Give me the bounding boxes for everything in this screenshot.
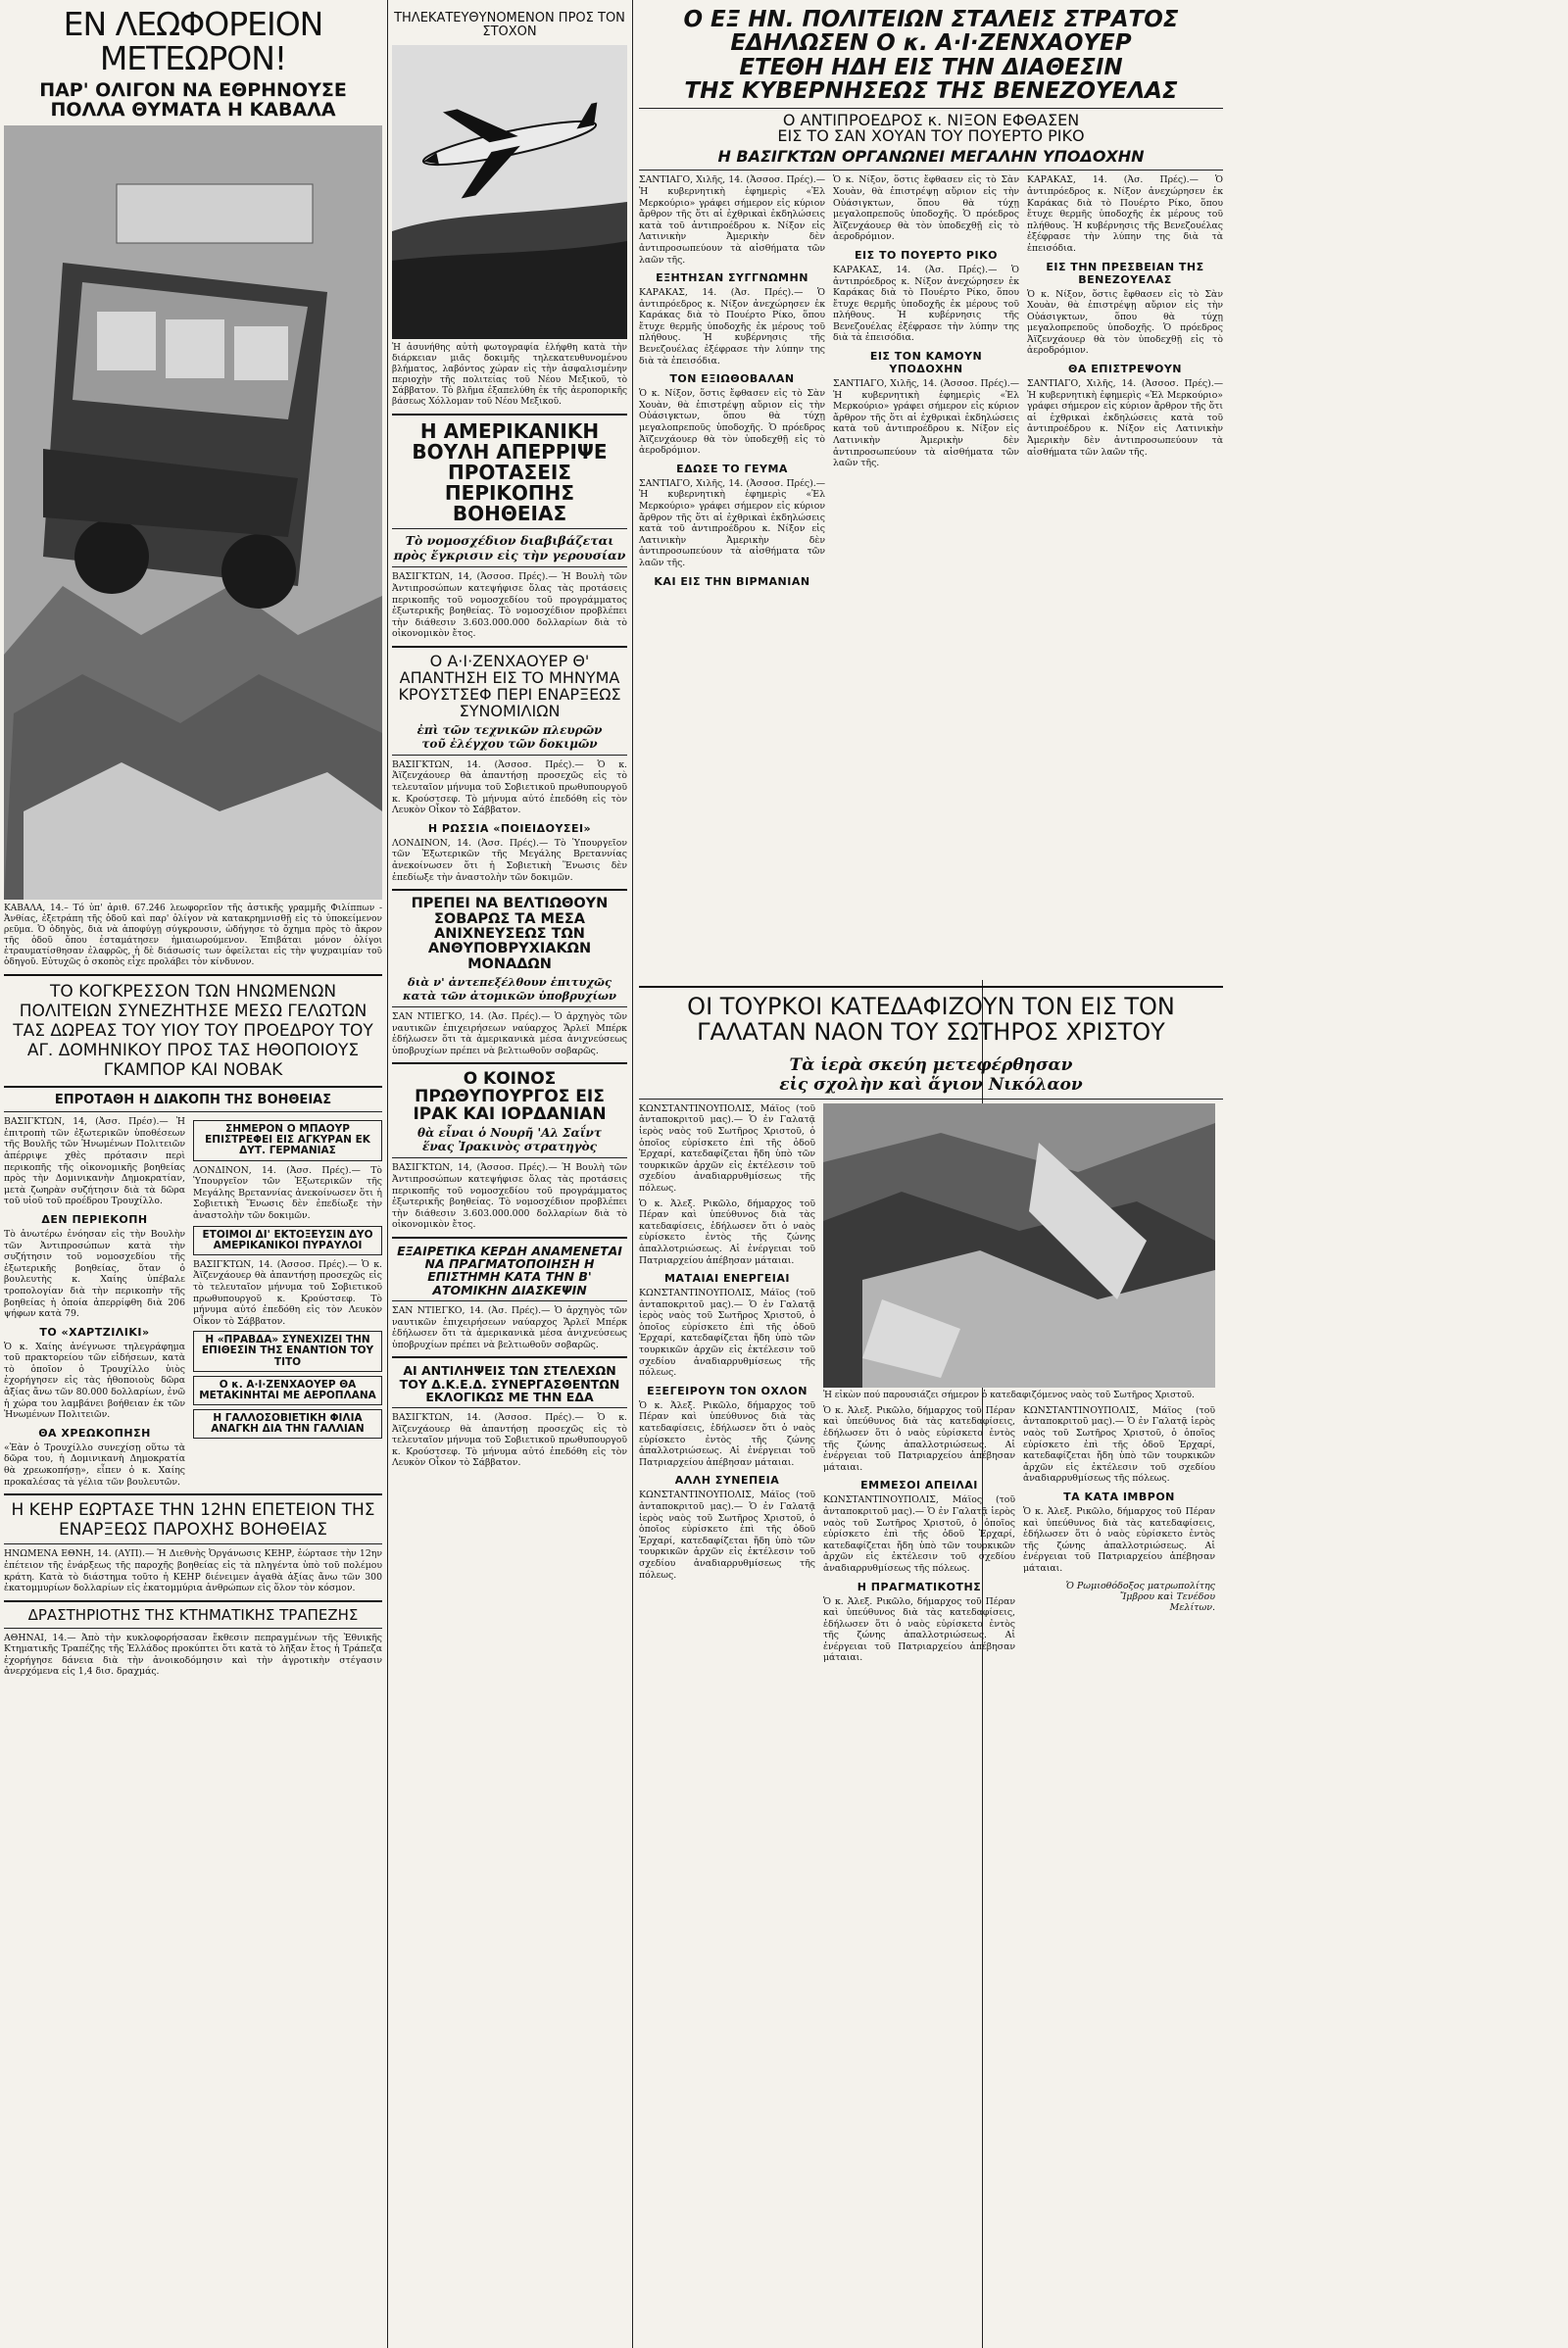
church-text-8: Ὁ κ. Ἀλεξ. Ρικῶλο, δήμαρχος τοῦ Πέραν καὶ ὑπεύθυνος διὰ τὰς κατεδαφίσεις, ἐδήλωσεν ὅτι ὁ ναὸς εὑρίσκετο ἐντὸς τῆς ζώνης ἀπαλλοτριώσεως. Αἱ ἐνέργειαι τοῦ Πατριαρχείου ἀπέβησαν μάταιαι. (823, 1595, 1015, 1664)
antisub-sub-2: κατὰ τῶν ἀτομικῶν ὑποβρυχίων (403, 988, 616, 1003)
turks-church-sub-2: εἰς σχολὴν καὶ ἅγιον Νικόλαον (779, 1074, 1083, 1095)
nixon-text-8: ΚΑΡΑΚΑΣ, 14. (Ἀσ. Πρές).— Ὁ ἀντιπρόεδρος κ. Νίξον ἀνεχώρησεν ἐκ Καράκας διὰ τὸ Πουέρτο Ρίκο, ὅπου ἔτυχε θερμῆς ὑποδοχῆς ἐκ μέρους τοῦ πλήθους. Ἡ κυβέρνησις τῆς Βενεζουέλας ἐξέφρασε τὴν λύπην της διὰ τὰ ἐπεισόδια. (1027, 174, 1223, 254)
subhead-nixon-2: ΕΙΣ ΤΟ ΣΑΝ ΧΟΥΑΝ ΤΟΥ ΠΟΥΕΡΤΟ ΡΙΚΟ (777, 126, 1085, 146)
section-bankrupt: ΘΑ ΧΡΕΩΚΟΠΗΣΗ (38, 1426, 151, 1440)
box-eisenhower-planes: Ο κ. Α·Ι·ΖΕΝΧΑΟΥΕΡ ΘΑ ΜΕΤΑΚΙΝΗΤΑΙ ΜΕ ΑΕΡΟΠΛΑΝΑ (199, 1378, 376, 1401)
common-pm-sub-1: θὰ εἶναι ὁ Νουρῆ 'Αλ Σαΐντ (417, 1126, 602, 1141)
congress-text-3: Ὁ κ. Χαίης ἀνέγνωσε τηλεγράφημα τοῦ πρακτορείου τῶν εἰδήσεων, κατὰ τὸ ὁποῖον ὁ Τρουχίλλο ὑιὸς ἐχορήγησεν εἰς τὰς ἠθοποιοὺς δῶρα ἀξίας ἄνω τῶν 80.000 δολλαρίων, ἐνῶ ἡ χώρα του λαμβάνει βοήθειαν ἐκ τῶν Ἡνωμένων Πολιτειῶν. (4, 1341, 185, 1421)
church-text-5: ΚΩΝΣΤΑΝΤΙΝΟΥΠΟΛΙΣ, Μάϊος (τοῦ ἀνταποκριτοῦ μας).— Ὁ ἐν Γαλατᾷ ἱερὸς ναὸς τοῦ Σωτῆρος Χριστοῦ, ὁ ὁποῖος εὑρίσκετο ἐπὶ τῆς ὁδοῦ Ἑρχαρί, κατεδαφίζεται ἤδη ὑπὸ τῶν τουρκικῶν ἀρχῶν εἰς ἐκτέλεσιν τοῦ σχεδίου ἀναδιαρρυθμίσεως τῆς πόλεως. (639, 1490, 815, 1581)
section-expelled: ΤΟΝ ΕΞΙΩΘΟΒΑΛΑΝ (669, 372, 795, 386)
signature-line-3: Μελίτων. (1169, 1601, 1215, 1613)
section-mob: ΕΞΕΓΕΙΡΟΥΝ ΤΟΝ ΟΧΛΟΝ (647, 1384, 808, 1397)
eisenhower-reply-sub-1: ἐπὶ τῶν τεχνικῶν πλευρῶν (416, 722, 603, 737)
church-text-2: Ὁ κ. Ἀλεξ. Ρικῶλο, δήμαρχος τοῦ Πέραν καὶ ὑπεύθυνος διὰ τὰς κατεδαφίσεις, ἐδήλωσεν ὅτι ὁ ναὸς εὑρίσκετο ἐντὸς τῆς ζώνης ἀπαλλοτριώσεως. Αἱ ἐνέργειαι τοῦ Πατριαρχείου ἀπέβησαν μάταιαι. (639, 1198, 815, 1266)
missile-caption: Ἡ ἀσυνήθης αὐτὴ φωτογραφία ἐλήφθη κατὰ τὴν διάρκειαν μιᾶς δοκιμῆς τηλεκατευθυνομένου βλήματος, λαβόντος χώραν εἰς τὴν ἀσφαλισμένην περιοχὴν τῆς πολιτείας τοῦ Νέου Μεξικοῦ, τὸ Σάββατον. Τὸ βλῆμα ἐξαπελύθη ἐκ τῆς ἀεροπορικῆς βάσεως Χόλλομαν τοῦ Νέου Μεξικοῦ. (392, 342, 627, 407)
subhead-washington: Η ΒΑΣΙΓΚΤΩΝ ΟΡΓΑΝΩΝΕΙ ΜΕΓΑΛΗΝ ΥΠΟΔΟΧΗΝ (717, 147, 1145, 167)
eisenhower-reply-text: ΒΑΣΙΓΚΤΩΝ, 14. (Ἀσσοσ. Πρές).— Ὁ κ. Ἀϊζενχάουερ θὰ ἀπαντήσῃ προσεχῶς εἰς τὸ τελευταῖον μήνυμα τοῦ Σοβιετικοῦ πρωθυπουργοῦ κ. Κρούστσεφ. Τὸ μήνυμα αὐτό ἐπεδόθη εἰς τὸν Λευκὸν Οἶκον τὸ Σάββατον. (392, 758, 627, 816)
col1b-text-2: ΒΑΣΙΓΚΤΩΝ, 14. (Ἀσσοσ. Πρές).— Ὁ κ. Ἀϊζενχάουερ θὰ ἀπαντήσῃ προσεχῶς εἰς τὸ τελευταῖον μήνυμα τοῦ Σοβιετικοῦ πρωθυπουργοῦ κ. Κρούστσεφ. Τὸ μήνυμα αὐτό ἐπεδόθη εἰς τὸν Λευκὸν Οἶκον τὸ Σάββατον. (193, 1258, 382, 1327)
nixon-text-1: ΣΑΝΤΙΑΓΟ, Χιλῆς, 14. (Ἀσσοσ. Πρές).— Ἡ κυβερνητικὴ ἐφημερὶς «Ἐλ Μερκούριο» γράφει σήμερον εἰς κύριον ἄρθρον τῆς ὅτι αἱ ἐχθρικαὶ ἐκδηλώσεις κατὰ τοῦ ἀντιπροέδρου κ. Νίξον εἰς Λατινικὴν Ἀμερικὴν δὲν ἀντιπροσωπεύουν τὰ αἰσθήματα τῶν λαῶν τῆς. (639, 174, 825, 266)
church-text-9: ΚΩΝΣΤΑΝΤΙΝΟΥΠΟΛΙΣ, Μάϊος (τοῦ ἀνταποκριτοῦ μας).— Ὁ ἐν Γαλατᾷ ἱερὸς ναὸς τοῦ Σωτῆρος Χριστοῦ, ὁ ὁποῖος εὑρίσκετο ἐπὶ τῆς ὁδοῦ Ἑρχαρί, κατεδαφίζεται ἤδη ὑπὸ τῶν τουρκικῶν ἀρχῶν εἰς ἐκτέλεσιν τοῦ σχεδίου ἀναδιαρρυθμίσεως τῆς πόλεως. (1023, 1404, 1215, 1485)
headline-troops-d: ΤΗΣ ΚΥΒΕΡΝΗΣΕΩΣ ΤΗΣ ΒΕΝΕΖΟΥΕΛΑΣ (684, 78, 1178, 105)
section-russia: Η ΡΩΣΣΙΑ «ΠΟΙΕΙΔΟΥΣΕΙ» (427, 821, 592, 835)
atomic-conference-text: ΣΑΝ ΝΤΙΕΓΚΟ, 14. (Ἀσ. Πρές).— Ὁ ἀρχηγὸς τῶν ναυτικῶν ἐπιχειρήσεων ναύαρχος Ἄρλεϊ Μπέρκ ἐδήλωσεν ὅτι τὰ ἀμερικανικὰ μέσα ἀνιχνεύσεως ὑποβρυχίων πρέπει νὰ βελτιωθοῦν σοβαρῶς. (392, 1304, 627, 1350)
nixon-text-3: Ὁ κ. Νίξον, ὅστις ἔφθασεν εἰς τὸ Σὰν Χουὰν, θὰ ἐπιστρέψῃ αὔριον εἰς τὴν Οὐάσιγκτων, ὅπου θὰ τύχῃ μεγαλοπρεποῦς ὑποδοχῆς. Ὁ πρόεδρος Ἀϊζενχάουερ θὰ τὸν ὑποδεχθῇ εἰς τὸ ἀεροδρόμιον. (639, 388, 825, 457)
section-pocket-money: ΤΟ «ΧΑΡΤΖΙΛΙΚΙ» (39, 1325, 150, 1339)
section-reception: ΕΙΣ ΤΟΝ ΚΑΜΟΥΝ ΥΠΟΔΟΧΗΝ (869, 350, 983, 376)
subhead-bus-2: ΠΟΛΛΑ ΘΥΜΑΤΑ Η ΚΑΒΑΛΑ (50, 99, 336, 122)
church-text-3: ΚΩΝΣΤΑΝΤΙΝΟΥΠΟΛΙΣ, Μάϊος (τοῦ ἀνταποκριτοῦ μας).— Ὁ ἐν Γαλατᾷ ἱερὸς ναὸς τοῦ Σωτῆρος Χριστοῦ, ὁ ὁποῖος εὑρίσκετο ἐπὶ τῆς ὁδοῦ Ἑρχαρί, κατεδαφίζεται ἤδη ὑπὸ τῶν τουρκικῶν ἀρχῶν εἰς ἐκτέλεσιν τοῦ σχεδίου ἀναδιαρρυθμίσεως τῆς πόλεως. (639, 1288, 815, 1379)
russia-text: ΛΟΝΔΙΝΟΝ, 14. (Ἀσσ. Πρές).— Τὸ Ὑπουργεῖον τῶν Ἐξωτερικῶν τῆς Μεγάλης Βρεταννίας ἀνεκοίνωσεν ὅτι ἡ Σοβιετικὴ Ἕνωσις δὲν ἐπεδίωξε τὴν ἀναστολὴν τῶν δοκιμῶν. (392, 837, 627, 883)
house-aid-sub-1: Τὸ νομοσχέδιον διαβιβάζεται (405, 533, 614, 549)
column-right (639, 0, 1564, 591)
column-rule-2 (632, 0, 633, 2348)
nixon-text-9: Ὁ κ. Νίξον, ὅστις ἔφθασεν εἰς τὸ Σὰν Χουὰν, θὰ ἐπιστρέψῃ αὔριον εἰς τὴν Οὐάσιγκτων, ὅπου θὰ τύχῃ μεγαλοπρεποῦς ὑποδοχῆς. Ὁ πρόεδρος Ἀϊζενχάουερ θὰ τὸν ὑποδεχθῇ εἰς τὸ ἀεροδρόμιον. (1027, 288, 1223, 357)
antisub-sub-1: διὰ ν' ἀντεπεξέλθουν ἐπιτυχῶς (408, 974, 612, 989)
church-photo-caption: Ἡ εἰκὼν πού παρουσιάζει σήμερον ὁ κατεδαφιζόμενος ναὸς τοῦ Σωτῆρος Χριστοῦ. (823, 1390, 1195, 1400)
signature-line-1: Ὁ Ρωμιοθόδοξος ματρωπολίτης (1065, 1580, 1215, 1591)
house-aid-sub-2: πρὸς ἔγκρισιν εἰς τὴν γερουσίαν (393, 548, 626, 563)
headline-troops-b: ΕΔΗΛΩΣΕΝ Ο κ. Α·Ι·ΖΕΝΧΑΟΥΕΡ (730, 30, 1132, 57)
congress-text-2: Τὸ ἀνωτέρω ἐνόησαν εἰς τὴν Βουλὴν τῶν Ἀντιπροσώπων κατὰ τὴν συζήτησιν τοῦ νομοσχεδίου τῆς ἐξωτερικῆς βοηθείας, ὅταν ὁ βουλευτὴς κ. Χαίης ὑπέβαλε τροπολογίαν διὰ τὴν περικοπὴν τῆς βοηθείας ἡ ὁποία ἀπερρίφθη διὰ 206 ψήφων κατὰ 79. (4, 1228, 185, 1320)
headline-common-pm: Ο ΚΟΙΝΟΣ ΠΡΩΘΥΠΟΥΡΓΟΣ ΕΙΣ ΙΡΑΚ ΚΑΙ ΙΟΡΔΑΝΙΑΝ (413, 1069, 607, 1125)
section-burma: ΚΑΙ ΕΙΣ ΤΗΝ ΒΙΡΜΑΝΙΑΝ (654, 574, 810, 588)
column-left (4, 0, 382, 1678)
antisub-text: ΣΑΝ ΝΤΙΕΓΚΟ, 14. (Ἀσ. Πρές).— Ὁ ἀρχηγὸς τῶν ναυτικῶν ἐπιχειρήσεων ναύαρχος Ἄρλεϊ Μπέρκ ἐδήλωσεν ὅτι τὰ ἀμερικανικὰ μέσα ἀνιχνεύσεως ὑποβρυχίων πρέπει νὰ βελτιωθοῦν σοβαρῶς. (392, 1010, 627, 1056)
turks-church-block (639, 980, 1223, 1664)
headline-bus: ΕΝ ΛΕΩΦΟΡΕΙΟΝ ΜΕΤΕΩΡΟΝ! (63, 5, 323, 77)
headline-turks-church: ΟΙ ΤΟΥΡΚΟΙ ΚΑΤΕΔΑΦΙΖΟΥΝ ΤΟΝ ΕΙΣ ΤΟΝ ΓΑΛΑΤΑΝ ΝΑΟΝ ΤΟΥ ΣΩΤΗΡΟΣ ΧΡΙΣΤΟΥ (687, 993, 1175, 1047)
col1b-text-1: ΛΟΝΔΙΝΟΝ, 14. (Ἀσσ. Πρές).— Τὸ Ὑπουργεῖον τῶν Ἐξωτερικῶν τῆς Μεγάλης Βρεταννίας ἀνεκοίνωσεν ὅτι ἡ Σοβιετικὴ Ἕνωσις δὲν ἐπεδίωξε τὴν ἀναστολὴν τῶν δοκιμῶν. (193, 1164, 382, 1221)
column-middle (392, 0, 627, 1469)
section-not-cut: ΔΕΝ ΠΕΡΙΕΚΟΠΗ (41, 1212, 148, 1226)
church-text-1: ΚΩΝΣΤΑΝΤΙΝΟΥΠΟΛΙΣ, Μάϊος (τοῦ ἀνταποκριτοῦ μας).— Ὁ ἐν Γαλατᾷ ἱερὸς ναὸς τοῦ Σωτῆρος Χριστοῦ, ὁ ὁποῖος εὑρίσκετο ἐπὶ τῆς ὁδοῦ Ἑρχαρί, κατεδαφίζεται ἤδη ὑπὸ τῶν τουρκικῶν ἀρχῶν εἰς ἐκτέλεσιν τοῦ σχεδίου ἀναδιαρρυθμίσεως τῆς πόλεως. (639, 1102, 815, 1194)
box-pravda: Η «ΠΡΑΒΔΑ» ΣΥΝΕΧΙΖΕΙ ΤΗΝ ΕΠΙΘΕΣΙΝ ΤΗΣ ΕΝΑΝΤΙΟΝ ΤΟΥ ΤΙΤΟ (201, 1334, 374, 1368)
missile-photo (392, 45, 627, 339)
headline-missile: ΤΗΛΕΚΑΤΕΥΘΥΝΟΜΕΝΟΝ ΠΡΟΣ ΤΟΝ ΣΤΟΧΟΝ (394, 11, 625, 39)
subhead-nixon-1: Ο ΑΝΤΙΠΡΟΕΔΡΟΣ κ. ΝΙΞΟΝ ΕΦΘΑΣΕΝ (782, 110, 1080, 129)
church-text-10: Ὁ κ. Ἀλεξ. Ρικῶλο, δήμαρχος τοῦ Πέραν καὶ ὑπεύθυνος διὰ τὰς κατεδαφίσεις, ἐδήλωσεν ὅτι ὁ ναὸς εὑρίσκετο ἐντὸς τῆς ζώνης ἀπαλλοτριώσεως. Αἱ ἐνέργειαι τοῦ Πατριαρχείου ἀπέβησαν μάταιαι. (1023, 1505, 1215, 1574)
nixon-text-5: Ὁ κ. Νίξον, ὅστις ἔφθασεν εἰς τὸ Σὰν Χουὰν, θὰ ἐπιστρέψῃ αὔριον εἰς τὴν Οὐάσιγκτων, ὅπου θὰ τύχῃ μεγαλοπρεποῦς ὑποδοχῆς. Ὁ πρόεδρος Ἀϊζενχάουερ θὰ τὸν ὑποδεχθῇ εἰς τὸ ἀεροδρόμιον. (833, 174, 1019, 243)
nixon-text-7: ΣΑΝΤΙΑΓΟ, Χιλῆς, 14. (Ἀσσοσ. Πρές).— Ἡ κυβερνητικὴ ἐφημερὶς «Ἐλ Μερκούριο» γράφει σήμερον εἰς κύριον ἄρθρον τῆς ὅτι αἱ ἐχθρικαὶ ἐκδηλώσεις κατὰ τοῦ ἀντιπροέδρου κ. Νίξον εἰς Λατινικὴν Ἀμερικὴν δὲν ἀντιπροσωπεύουν τὰ αἰσθήματα τῶν λαῶν τῆς. (833, 378, 1019, 469)
section-indirect-threats: ΕΜΜΕΣΟΙ ΑΠΕΙΛΑΙ (860, 1479, 978, 1492)
turks-church-sub-1: Τὰ ἱερὰ σκεύη μετεφέρθησαν (789, 1054, 1073, 1075)
headline-atomic-conference: ΕΞΑΙΡΕΤΙΚΑ ΚΕΡΔΗ ΑΝΑΜΕΝΕΤΑΙ ΝΑ ΠΡΑΓΜΑΤΟΠΟΙΗΣΗ Η ΕΠΙΣΤΗΜΗ ΚΑΤΑ ΤΗΝ Β' ΑΤΟΜΙΚΗΝ ΔΙΑΣΚΕΨΙΝ (397, 1243, 622, 1297)
section-puerto-rico: ΕΙΣ ΤΟ ΠΟΥΕΡΤΟ ΡΙΚΟ (855, 248, 998, 262)
column-rule-1 (387, 0, 388, 2348)
nixon-text-4: ΣΑΝΤΙΑΓΟ, Χιλῆς, 14. (Ἀσσοσ. Πρές).— Ἡ κυβερνητικὴ ἐφημερὶς «Ἐλ Μερκούριο» γράφει σήμερον εἰς κύριον ἄρθρον τῆς ὅτι αἱ ἐχθρικαὶ ἐκδηλώσεις κατὰ τοῦ ἀντιπροέδρου κ. Νίξον εἰς Λατινικὴν Ἀμερικὴν δὲν ἀντιπροσωπεύουν τὰ αἰσθήματα τῶν λαῶν τῆς. (639, 477, 825, 568)
house-aid-text: ΒΑΣΙΓΚΤΩΝ, 14, (Ἀσσοσ. Πρές).— Ἡ Βουλὴ τῶν Ἀντιπροσώπων κατεψήφισε ὅλας τὰς προτάσεις περικοπῆς τοῦ νομοσχεδίου τοῦ προγράμματος ἐξωτερικῆς βοηθείας. Τὸ νομοσχέδιον προβλέπει τὴν διάθεσιν 3.603.000.000 δολλαρίων διὰ τὸ οἰκονομικὸν ἔτος. (392, 571, 627, 640)
congress-text-4: «Ἐὰν ὁ Τρουχίλλο συνεχίσῃ οὕτω τὰ δῶρα του, ἡ Δομινικανὴ Δημοκρατία θὰ χρεωκοπήσῃ», εἶπεν ὁ κ. Χαίης προκαλέσας τὰ γέλια τῶν βουλευτῶν. (4, 1442, 185, 1488)
section-reality: Η ΠΡΑΓΜΑΤΙΚΟΤΗΣ (857, 1580, 982, 1593)
section-imbros: ΤΑ ΚΑΤΑ ΙΜΒΡΟΝ (1063, 1490, 1175, 1503)
headline-house-aid: Η ΑΜΕΡΙΚΑΝΙΚΗ ΒΟΥΛΗ ΑΠΕΡΡΙΨΕ ΠΡΟΤΑΣΕΙΣ ΠΕΡΙΚΟΠΗΣ ΒΟΗΘΕΙΑΣ (412, 418, 608, 526)
nixon-text-2: ΚΑΡΑΚΑΣ, 14. (Ἀσ. Πρές).— Ὁ ἀντιπρόεδρος κ. Νίξον ἀνεχώρησεν ἐκ Καράκας διὰ τὸ Πουέρτο Ρίκο, ὅπου ἔτυχε θερμῆς ὑποδοχῆς ἐκ μέρους τοῦ πλήθους. Ἡ κυβέρνησις τῆς Βενεζουέλας ἐξέφρασε τὴν λύπην της διὰ τὰ ἐπεισόδια. (639, 287, 825, 367)
section-lunch: ΕΔΩΣΕ ΤΟ ΓΕΥΜΑ (676, 462, 788, 475)
congress-text-1: ΒΑΣΙΓΚΤΩΝ, 14, (Ἀσσ. Πρέσ).— Ἡ ἐπιτροπὴ τῶν ἐξωτερικῶν ὑποθέσεων τῆς Βουλῆς τῶν Ἡνωμένων Πολιτειῶν ἀπέρριψε χθὲς πρότασιν περὶ περικοπῆς τῆς οἰκονομικῆς βοηθείας πρὸς τὴν Δομινικανὴν Δημοκρατίαν, μετὰ ζωηρὰν συζήτησιν διὰ τὰ δῶρα τοῦ υἱοῦ τοῦ προέδρου Τρουχίλλο. (4, 1116, 185, 1207)
subhead-bus-1: ΠΑΡ' ΟΛΙΓΟΝ ΝΑ ΕΘΡΗΝΟΥΣΕ (39, 78, 347, 101)
headline-congress: ΤΟ ΚΟΓΚΡΕΣΣΟΝ ΤΩΝ ΗΝΩΜΕΝΩΝ ΠΟΛΙΤΕΙΩΝ ΣΥΝΕΖΗΤΗΣΕ ΜΕΣΩ ΓΕΛΩΤΩΝ ΤΑΣ ΔΩΡΕΑΣ ΤΟΥ ΥΙΟΥ ΤΟΥ ΠΡΟΕΔΡΟΥ ΤΟΥ ΑΓ. ΔΟΜΗΝΙΚΟΥ ΠΡΟΣ ΤΑΣ ΗΘΟΠΟΙΟΥΣ ΓΚΑΜΠΟΡ ΚΑΙ ΝΟΒΑΚ (13, 982, 373, 1081)
banner-aid-cut: ΕΠΡΟΤΑΘΗ Η ΔΙΑΚΟΠΗ ΤΗΣ ΒΟΗΘΕΙΑΣ (54, 1093, 332, 1108)
signature-line-2: Ἴμβρου καὶ Τενέδου (1119, 1590, 1215, 1602)
care-text: ΗΝΩΜΕΝΑ ΕΘΝΗ, 14. (ΑΥΠ).— Ἡ Διεθνὴς Ὀργάνωσις ΚΕΗΡ, ἑώρτασε τὴν 12ην ἐπέτειον τῆς ἐνάρξεως τῆς παροχῆς βοηθείας εἰς τὰ πληγέντα ὑπὸ τοῦ πολέμου κράτη. Κατὰ τὸ διάστημα τοῦτο ἡ ΚΕΗΡ διένειμεν ἀγαθὰ ἀξίας ἄνω τῶν 300 ἑκατομμυρίων δολλαρίων εἰς ἑκατομμύρια ἀνθρώπων εἰς ὅλον τὸν κόσμον. (4, 1548, 382, 1594)
headline-eisenhower-reply: Ο Α·Ι·ΖΕΝΧΑΟΥΕΡ Θ' ΑΠΑΝΤΗΣΗ ΕΙΣ ΤΟ ΜΗΝΥΜΑ ΚΡΟΥΣΤΣΕΦ ΠΕΡΙ ΕΝΑΡΞΕΩΣ ΣΥΝΟΜΙΛΙΩΝ (398, 652, 621, 720)
headline-land-bank: ΔΡΑΣΤΗΡΙΟΤΗΣ ΤΗΣ ΚΤΗΜΑΤΙΚΗΣ ΤΡΑΠΕΖΗΣ (27, 1605, 359, 1624)
section-return: ΘΑ ΕΠΙΣΤΡΕΨΟΥΝ (1068, 363, 1182, 376)
nixon-text-10: ΣΑΝΤΙΑΓΟ, Χιλῆς, 14. (Ἀσσοσ. Πρές).— Ἡ κυβερνητικὴ ἐφημερὶς «Ἐλ Μερκούριο» γράφει σήμερον εἰς κύριον ἄρθρον τῆς ὅτι αἱ ἐχθρικαὶ ἐκδηλώσεις κατὰ τοῦ ἀντιπροέδρου κ. Νίξον εἰς Λατινικὴν Ἀμερικὴν δὲν ἀντιπροσωπεύουν τὰ αἰσθήματα τῶν λαῶν τῆς. (1027, 378, 1223, 458)
church-photo (823, 1103, 1215, 1388)
headline-antisub: ΠΡΕΠΕΙ ΝΑ ΒΕΛΤΙΩΘΟΥΝ ΣΟΒΑΡΩΣ ΤΑ ΜΕΣΑ ΑΝΙΧΝΕΥΣΕΩΣ ΤΩΝ ΑΝΘΥΠΟΒΡΥΧΙΑΚΩΝ ΜΟΝΑΔΩΝ (411, 896, 609, 972)
common-pm-text: ΒΑΣΙΓΚΤΩΝ, 14, (Ἀσσοσ. Πρές).— Ἡ Βουλὴ τῶν Ἀντιπροσώπων κατεψήφισε ὅλας τὰς προτάσεις περικοπῆς τοῦ νομοσχεδίου τοῦ προγράμματος ἐξωτερικῆς βοηθείας. Τὸ νομοσχέδιον προβλέπει τὴν διάθεσιν 3.603.000.000 δολλαρίων διὰ τὸ οἰκονομικὸν ἔτος. (392, 1162, 627, 1231)
bus-photo (4, 125, 382, 900)
common-pm-sub-2: ἕνας Ἰρακινὸς στρατηγὸς (422, 1140, 597, 1154)
box-rockets: ΕΤΟΙΜΟΙ ΔΙ' ΕΚΤΟΞΕΥΣΙΝ ΔΥΟ ΑΜΕΡΙΚΑΝΙΚΟΙ ΠΥΡΑΥΛΟΙ (202, 1228, 373, 1251)
nixon-text-6: ΚΑΡΑΚΑΣ, 14. (Ἀσ. Πρές).— Ὁ ἀντιπρόεδρος κ. Νίξον ἀνεχώρησεν ἐκ Καράκας διὰ τὸ Πουέρτο Ρίκο, ὅπου ἔτυχε θερμῆς ὑποδοχῆς ἐκ μέρους τοῦ πλήθους. Ἡ κυβέρνησις τῆς Βενεζουέλας ἐξέφρασε τὴν λύπην της διὰ τὰ ἐπεισόδια. (833, 264, 1019, 344)
eisenhower-reply-sub-2: τοῦ ἐλέγχου τῶν δοκιμῶν (421, 736, 598, 751)
section-vain-efforts: ΜΑΤΑΙΑΙ ΕΝΕΡΓΕΙΑΙ (663, 1272, 791, 1286)
section-other-consequence: ΑΛΛΗ ΣΥΝΕΠΕΙΑ (674, 1474, 780, 1488)
land-bank-text: ΑΘΗΝΑΙ, 14.— Ἀπὸ τὴν κυκλοφορήσασαν ἔκθεσιν πεπραγμένων τῆς Ἐθνικῆς Κτηματικῆς Τραπέζης τῆς Ἑλλάδος προκύπτει ὅτι κατὰ τὸ λῆξαν ἔτος ἡ Τράπεζα ἐχορήγησε δάνεια διὰ τὴν ἀνοικοδόμησιν καὶ τὴν ἀγροτικὴν στέγασιν ἀνερχόμενα εἰς 1,4 δισ. δραχμάς. (4, 1632, 382, 1678)
headline-troops-c: ΕΤΕΘΗ ΗΔΗ ΕΙΣ ΤΗΝ ΔΙΑΘΕΣΙΝ (739, 54, 1123, 80)
headline-care: Η ΚΕΗΡ ΕΩΡΤΑΣΕ ΤΗΝ 12ΗΝ ΕΠΕΤΕΙΟΝ ΤΗΣ ΕΝΑΡΞΕΩΣ ΠΑΡΟΧΗΣ ΒΟΗΘΕΙΑΣ (11, 1500, 375, 1540)
bus-photo-caption: ΚΑΒΑΛΑ, 14.– Τό ὑπ' ἀριθ. 67.246 λεωφορεῖον τῆς ἀστικῆς γραμμῆς Φιλίππων - Ἀνθίας, ἐξετράπη τῆς ὁδοῦ καὶ παρ' ὀλίγον νὰ κατακρημνισθῇ εἰς τὸ ὑποκείμενον ρεῦμα. Ὁ ὁδηγὸς, διὰ νὰ ἀποφύγῃ σύγκρουσιν, ὡδήγησε τὸ ὄχημα πρὸς τὸ ἄκρον τῆς ὁδοῦ ὅπου ἐσταμάτησεν ἡμιαιωρούμενον. Ἐπιβάται μόνον ὀλίγοι ἐτραυματίσθησαν ἐλαφρῶς, ἡ δὲ διάσωσίς των ὀφείλεται εἰς τὴν ψυχραιμίαν τοῦ ὁδηγοῦ. Εὐτυχῶς ὁ σκοπὸς εἶχε προλάβει τὸν κίνδυνον. (4, 904, 382, 968)
church-text-6: Ὁ κ. Ἀλεξ. Ρικῶλο, δήμαρχος τοῦ Πέραν καὶ ὑπεύθυνος διὰ τὰς κατεδαφίσεις, ἐδήλωσεν ὅτι ὁ ναὸς εὑρίσκετο ἐντὸς τῆς ζώνης ἀπαλλοτριώσεως. Αἱ ἐνέργειαι τοῦ Πατριαρχείου ἀπέβησαν μάταιαι. (823, 1404, 1015, 1473)
church-text-7: ΚΩΝΣΤΑΝΤΙΝΟΥΠΟΛΙΣ, Μάϊος (τοῦ ἀνταποκριτοῦ μας).— Ὁ ἐν Γαλατᾷ ἱερὸς ναὸς τοῦ Σωτῆρος Χριστοῦ, ὁ ὁποῖος εὑρίσκετο ἐπὶ τῆς ὁδοῦ Ἑρχαρί, κατεδαφίζεται ἤδη ὑπὸ τῶν τουρκικῶν ἀρχῶν εἰς ἐκτέλεσιν τοῦ σχεδίου ἀναδιαρρυθμίσεως τῆς πόλεως. (823, 1494, 1015, 1574)
section-embassy: ΕΙΣ ΤΗΝ ΠΡΕΣΒΕΙΑΝ ΤΗΣ ΒΕΝΕΖΟΥΕΛΑΣ (1046, 260, 1204, 286)
section-apology: ΕΞΗΤΗΣΑΝ ΣΥΓΓΝΩΜΗΝ (656, 271, 808, 285)
church-text-4: Ὁ κ. Ἀλεξ. Ρικῶλο, δήμαρχος τοῦ Πέραν καὶ ὑπεύθυνος διὰ τὰς κατεδαφίσεις, ἐδήλωσεν ὅτι ὁ ναὸς εὑρίσκετο ἐντὸς τῆς ζώνης ἀπαλλοτριώσεως. Αἱ ἐνέργειαι τοῦ Πατριαρχείου ἀπέβησαν μάταιαι. (639, 1399, 815, 1468)
box-franco-soviet: Η ΓΑΛΛΟΣΟΒΙΕΤΙΚΗ ΦΙΛΙΑ ΑΝΑΓΚΗ ΔΙΑ ΤΗΝ ΓΑΛΛΙΑΝ (211, 1411, 365, 1436)
dked-text: ΒΑΣΙΓΚΤΩΝ, 14. (Ἀσσοσ. Πρές).— Ὁ κ. Ἀϊζενχάουερ θὰ ἀπαντήσῃ προσεχῶς εἰς τὸ τελευταῖον μήνυμα τοῦ Σοβιετικοῦ πρωθυπουργοῦ κ. Κρούστσεφ. Τὸ μήνυμα αὐτό ἐπεδόθη εἰς τὸν Λευκὸν Οἶκον τὸ Σάββατον. (392, 1412, 627, 1469)
headline-troops-a: Ο ΕΞ ΗΝ. ΠΟΛΙΤΕΙΩΝ ΣΤΑΛΕΙΣ ΣΤΡΑΤΟΣ (683, 7, 1179, 32)
box-bauer: ΣΗΜΕΡΟΝ Ο ΜΠΑΟΥΡ ΕΠΙΣΤΡΕΦΕΙ ΕΙΣ ΑΓΚΥΡΑΝ ΕΚ ΔΥΤ. ΓΕΡΜΑΝΙΑΣ (205, 1123, 370, 1157)
headline-dked: ΑΙ ΑΝΤΙΛΗΨΕΙΣ ΤΩΝ ΣΤΕΛΕΧΩΝ ΤΟΥ Δ.Κ.Ε.Δ. ΣΥΝΕΡΓΑΣΘΕΝΤΩΝ ΕΚΛΟΓΙΚΩΣ ΜΕ ΤΗΝ ΕΔΑ (399, 1363, 620, 1404)
